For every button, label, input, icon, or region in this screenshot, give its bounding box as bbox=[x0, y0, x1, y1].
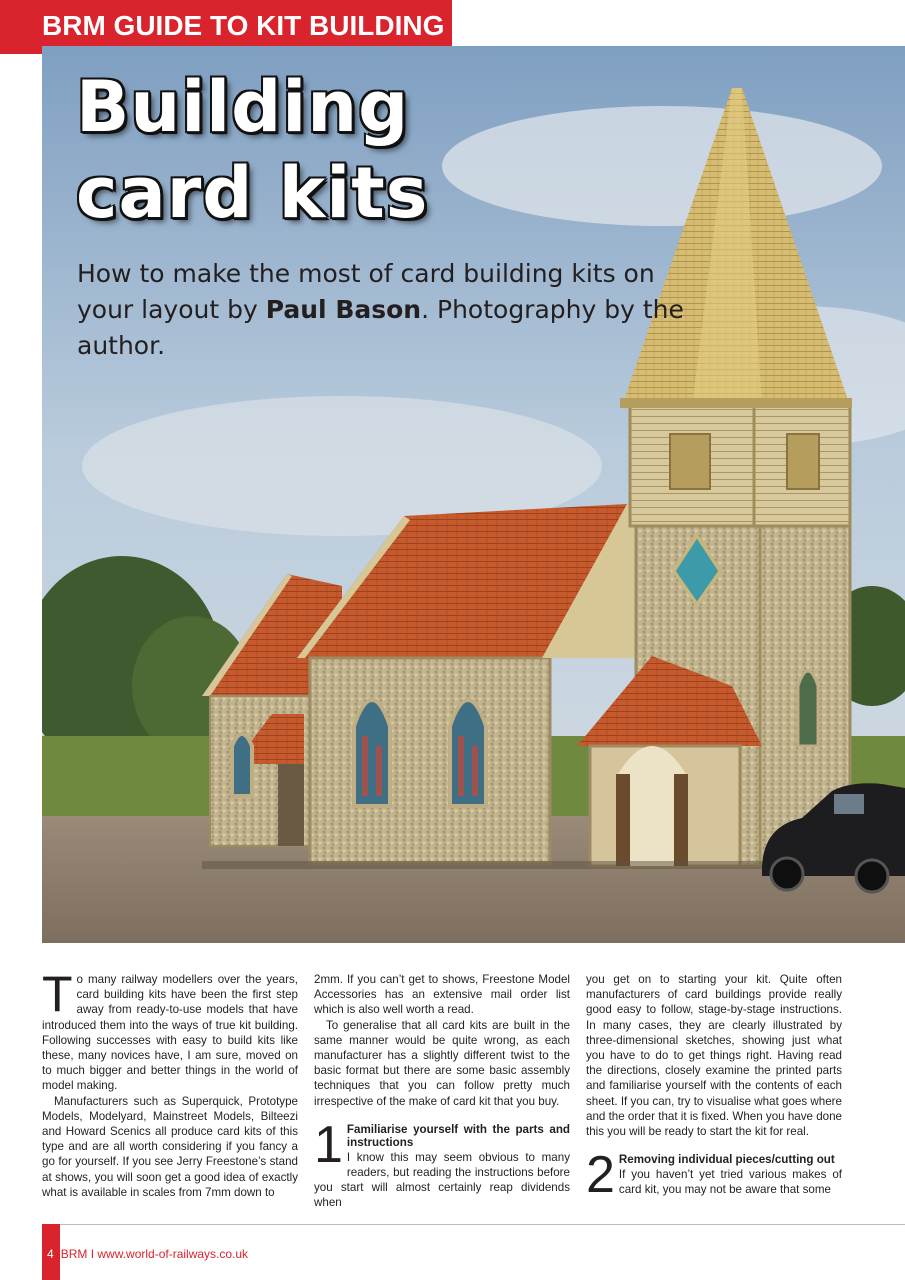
drop-cap: T bbox=[42, 966, 73, 1022]
author-name: Paul Bason bbox=[265, 295, 422, 324]
step-2 bbox=[586, 1146, 842, 1205]
paragraph: If you haven’t yet tried various makes of card kit, you may not be aware that some bbox=[618, 1167, 842, 1196]
standfirst-text: How to make the most of card building kits on your layout by bbox=[77, 259, 655, 324]
body-column-2 bbox=[314, 972, 570, 1211]
footer-rule bbox=[42, 1224, 905, 1225]
standfirst-credit: . Photography by the author. bbox=[77, 295, 684, 360]
article-title-line2: card kits bbox=[76, 152, 429, 234]
step-number: 2 bbox=[586, 1146, 615, 1205]
step-heading: Removing individual pieces/cutting out bbox=[618, 1153, 835, 1167]
body-column-1 bbox=[42, 966, 298, 1200]
paragraph: To generalise that all card kits are built in the same manner would be quite wrong, as each manufacturer has a slightly different twist to the basic format but there are some basic assembly techniques that you can follow pretty much irrespective of the make of card kit that you buy. bbox=[314, 1018, 570, 1108]
paragraph: you get on to starting your kit. Quite often manufacturers of card buildings provide really good easy to follow, stage-by-stage instructions. In many cases, they are clearly illustrated by three-dimensional sketches, showing just what you have to do to get things right. Having read the directions, closely examine the printed parts and familiarise yourself with the contents of each sheet. If you can, try to visualise what goes where and the order that it is fixed. When you have done this you will be ready to start the kit for real. bbox=[586, 973, 842, 1139]
paragraph: Manufacturers such as Superquick, Prototype Models, Modelyard, Mainstreet Models, Bilteezi and Howard Scenics all produce card kits of this type and are all worth considering if you fancy a go for yourself. If you see Jerry Freestone’s stand at shows, you will soon get a good idea of exactly what is available in scales from 7mm down to bbox=[42, 1094, 298, 1199]
standfirst bbox=[77, 256, 687, 364]
page-number: 4 bbox=[47, 1247, 54, 1261]
footer bbox=[47, 1247, 248, 1261]
footer-website[interactable]: BRM I www.world-of-railways.co.uk bbox=[60, 1247, 249, 1261]
paragraph: I know this may seem obvious to many readers, but reading the instructions before you start will almost certainly reap dividends when bbox=[314, 1150, 570, 1210]
section-banner-text: BRM GUIDE TO KIT BUILDING bbox=[42, 10, 445, 41]
body-column-3 bbox=[586, 972, 842, 1205]
paragraph-text: o many railway modellers over the years, card building kits have been the first step away from ready-to-use models that have introduced them into the ways of true kit building. Following successes with easy to build kits like these, many novices have, I am sure, moved on to much bigger and better things in the world of model making. bbox=[42, 973, 298, 1093]
paragraph: 2mm. If you can’t get to shows, Freestone Model Accessories has an extensive mail order list which is also well worth a read. bbox=[314, 973, 570, 1017]
article-title bbox=[76, 64, 428, 236]
step-heading: Familiarise yourself with the parts and instructions bbox=[346, 1122, 570, 1150]
step-1 bbox=[314, 1115, 570, 1211]
paragraph bbox=[42, 966, 298, 1094]
step-number: 1 bbox=[314, 1115, 343, 1174]
article-title-line1: Building bbox=[76, 66, 410, 148]
